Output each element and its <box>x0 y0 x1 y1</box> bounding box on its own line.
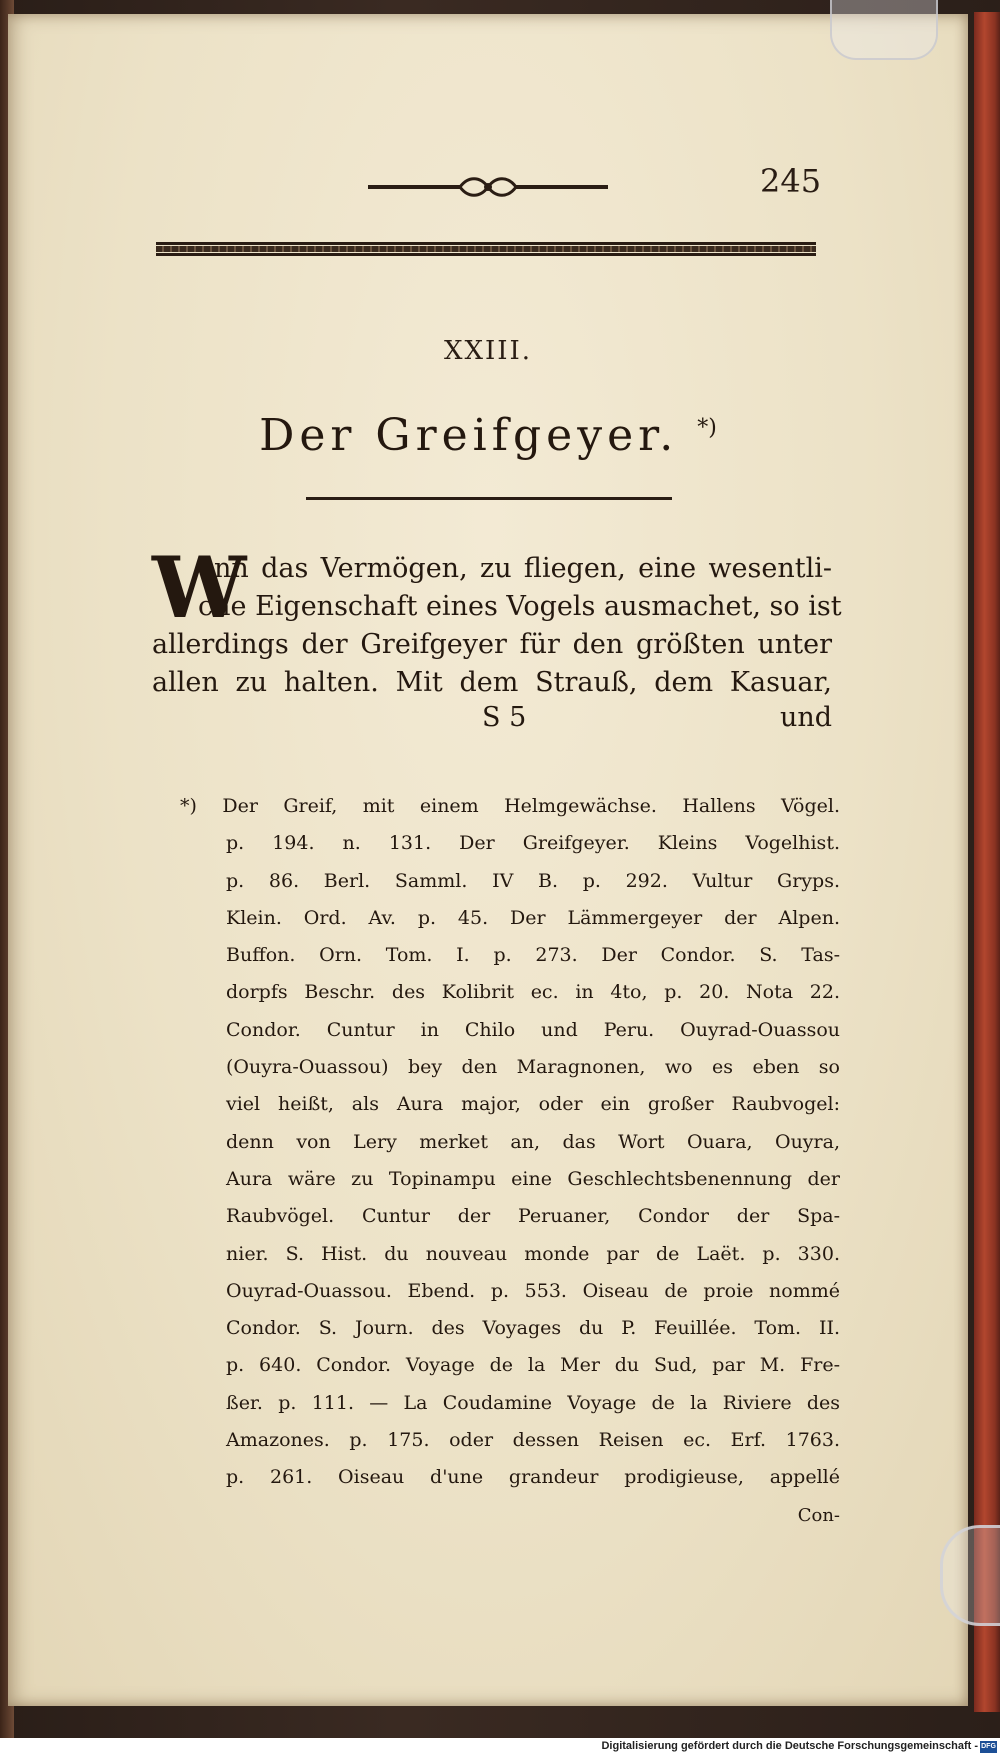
chapter-number: XXIII. <box>443 336 533 366</box>
footnote-line: Condor. S. Journ. des Voyages du P. Feuillée. Tom. II. <box>226 1317 840 1340</box>
body-line: allen zu halten. Mit dem Strauß, dem Kasuar, <box>152 667 832 698</box>
footnote-line: nier. S. Hist. du nouveau monde par de Laët. p. 330. <box>226 1242 840 1265</box>
red-book-cover-edge <box>974 12 1000 1712</box>
footnote-line: denn von Lery merket an, das Wort Ouara, Ouyra, <box>226 1130 840 1153</box>
body-line: allerdings der Greifgeyer für den größten unter <box>152 629 832 660</box>
footnote-line: Raubvögel. Cuntur der Peruaner, Condor der Spa- <box>226 1205 840 1228</box>
dfg-logo-icon: DFG <box>980 1741 997 1753</box>
header-ornament-icon <box>368 174 608 200</box>
footnote-catchword: Con- <box>797 1504 840 1526</box>
footnote-line: Aura wäre zu Topinampu eine Geschlechtsbenennung der <box>226 1167 840 1190</box>
title-rule <box>306 497 672 500</box>
footnote-line: Ouyrad-Ouassou. Ebend. p. 553. Oiseau de proie nommé <box>226 1279 840 1302</box>
digitization-credit: Digitalisierung gefördert durch die Deutsche Forschungsgemeinschaft - <box>601 1740 978 1752</box>
page-clip-right <box>940 1525 1000 1626</box>
body-paragraph <box>152 538 842 702</box>
footnote-line: p. 261. Oiseau d'une grandeur prodigieuse, appellé <box>226 1466 840 1489</box>
footnote-line: p. 640. Condor. Voyage de la Mer du Sud, par M. Fre- <box>226 1354 840 1377</box>
footnote-line: p. 86. Berl. Samml. IV B. p. 292. Vultur Gryps. <box>226 869 840 892</box>
page-clip-top <box>830 0 938 60</box>
footnote-line: viel heißt, als Aura major, oder ein großer Raubvogel: <box>226 1093 840 1116</box>
footnote-line: Buffon. Orn. Tom. I. p. 273. Der Condor. S. Tas- <box>226 944 840 967</box>
page-number: 245 <box>760 162 822 200</box>
footnote-line: Condor. Cuntur in Chilo und Peru. Ouyrad-Ouassou <box>226 1018 840 1041</box>
header-rule <box>156 242 816 256</box>
body-line: che Eigenschaft eines Vogels ausmachet, so ist <box>198 591 842 622</box>
footnote-line: Klein. Ord. Av. p. 45. Der Lämmergeyer der Alpen. <box>226 906 840 929</box>
chapter-title-text: Der Greifgeyer. <box>259 410 679 461</box>
paper-page <box>8 14 968 1706</box>
footnote-line: (Ouyra-Ouassou) bey den Maragnonen, wo es eben so <box>226 1056 840 1079</box>
footnote-line: p. 194. n. 131. Der Greifgeyer. Kleins Vogelhist. <box>226 832 840 855</box>
footnote-line: *) Der Greif, mit einem Helmgewächse. Hallens Vögel. <box>180 795 840 817</box>
page-signature-row <box>152 702 832 738</box>
drop-cap: W <box>152 538 247 637</box>
footnote-line: dorpfs Beschr. des Kolibrit ec. in 4to, p. 20. Nota 22. <box>226 981 840 1004</box>
printer-signature: S 5 <box>482 702 527 733</box>
chapter-title-footnote-mark: *) <box>697 415 717 441</box>
footnote <box>180 788 840 1534</box>
body-line: enn das Vermögen, zu fliegen, eine wesentli- <box>198 553 832 584</box>
footnote-line: ßer. p. 111. — La Coudamine Voyage de la Riviere des <box>226 1391 840 1414</box>
catchword: und <box>779 702 832 733</box>
chapter-title <box>8 410 968 461</box>
footnote-line: Amazones. p. 175. oder dessen Reisen ec. Erf. 1763. <box>226 1429 840 1452</box>
